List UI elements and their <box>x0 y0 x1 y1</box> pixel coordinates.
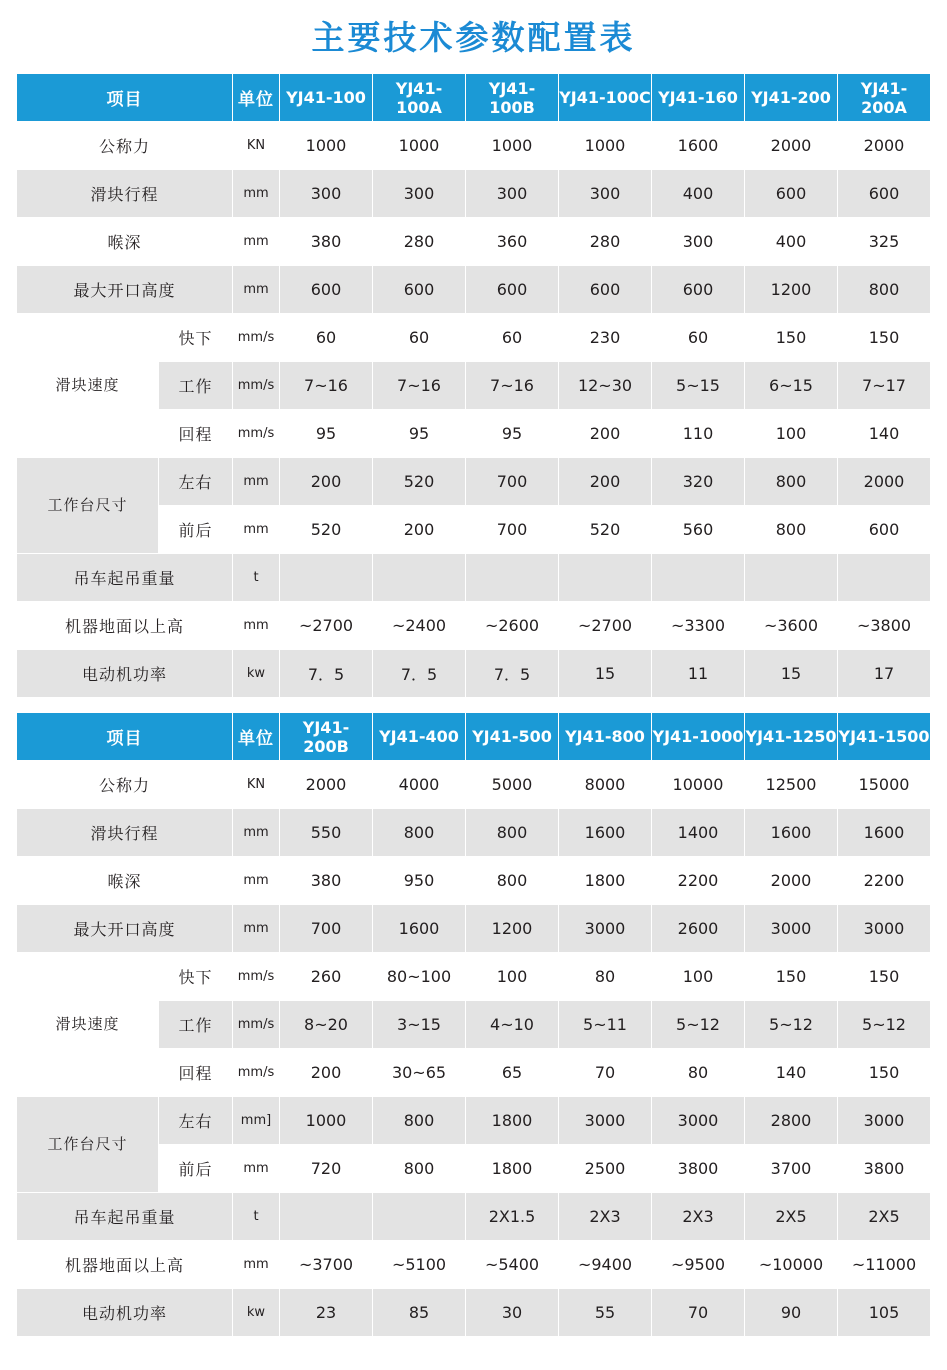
row-unit: mm/s <box>233 410 280 458</box>
cell: 360 <box>466 218 559 266</box>
cell: 325 <box>838 218 931 266</box>
cell: 150 <box>745 314 838 362</box>
cell: 3000 <box>652 1097 745 1145</box>
cell: 1600 <box>559 809 652 857</box>
header-model-1: YJ41-100 <box>280 74 373 122</box>
cell: 5000 <box>466 761 559 809</box>
table-row <box>17 554 931 602</box>
cell: 560 <box>652 506 745 554</box>
row-label: 电动机功率 <box>17 1289 233 1337</box>
cell: 520 <box>559 506 652 554</box>
cell: 100 <box>466 953 559 1001</box>
cell: 800 <box>373 1145 466 1193</box>
cell: 200 <box>280 458 373 506</box>
row-label: 公称力 <box>17 122 233 170</box>
header-model-2: YJ41-400 <box>373 713 466 761</box>
cell: 300 <box>652 218 745 266</box>
cell: 7．5 <box>280 650 373 698</box>
cell: 12500 <box>745 761 838 809</box>
row-unit: KN <box>233 122 280 170</box>
cell: 80~100 <box>373 953 466 1001</box>
cell: 3000 <box>745 905 838 953</box>
cell: 720 <box>280 1145 373 1193</box>
cell: 100 <box>652 953 745 1001</box>
group-label-slider-speed: 滑块速度 <box>17 314 159 458</box>
table-row <box>17 218 931 266</box>
cell: 80 <box>652 1049 745 1097</box>
table-row <box>17 650 931 698</box>
table-row <box>17 170 931 218</box>
table-row <box>17 809 931 857</box>
row-sublabel: 左右 <box>159 1097 233 1145</box>
cell: 700 <box>466 458 559 506</box>
cell: 15000 <box>838 761 931 809</box>
cell: 150 <box>838 1049 931 1097</box>
cell <box>559 554 652 602</box>
cell: 700 <box>280 905 373 953</box>
header-model-7: YJ41-1500 <box>838 713 931 761</box>
cell: 2X5 <box>838 1193 931 1241</box>
cell: 200 <box>559 410 652 458</box>
cell: 2X3 <box>559 1193 652 1241</box>
cell <box>280 1193 373 1241</box>
cell <box>838 554 931 602</box>
table-row <box>17 266 931 314</box>
cell: 600 <box>652 266 745 314</box>
row-sublabel: 回程 <box>159 410 233 458</box>
header-model-3: YJ41-500 <box>466 713 559 761</box>
cell: 600 <box>838 170 931 218</box>
table-row <box>17 761 931 809</box>
cell: ~5400 <box>466 1241 559 1289</box>
cell: 5~15 <box>652 362 745 410</box>
row-sublabel: 工作 <box>159 362 233 410</box>
row-unit: mm <box>233 458 280 506</box>
cell: 110 <box>652 410 745 458</box>
group-label-table-size: 工作台尺寸 <box>17 1097 159 1193</box>
header-model-5: YJ41-160 <box>652 74 745 122</box>
cell: ~2400 <box>373 602 466 650</box>
table-row <box>17 1241 931 1289</box>
cell: 7~16 <box>280 362 373 410</box>
header-model-1: YJ41-200B <box>280 713 373 761</box>
row-label: 吊车起吊重量 <box>17 1193 233 1241</box>
row-unit: mm/s <box>233 314 280 362</box>
cell: 60 <box>280 314 373 362</box>
table-row <box>17 1289 931 1337</box>
cell: 70 <box>652 1289 745 1337</box>
row-unit: mm <box>233 905 280 953</box>
cell: 140 <box>745 1049 838 1097</box>
cell: 1600 <box>838 809 931 857</box>
cell: 6~15 <box>745 362 838 410</box>
cell: 4~10 <box>466 1001 559 1049</box>
cell: 7~16 <box>373 362 466 410</box>
cell: 90 <box>745 1289 838 1337</box>
cell: 2X5 <box>745 1193 838 1241</box>
cell: 60 <box>373 314 466 362</box>
cell: 8~20 <box>280 1001 373 1049</box>
cell: 230 <box>559 314 652 362</box>
cell: 2X3 <box>652 1193 745 1241</box>
cell: 600 <box>466 266 559 314</box>
row-unit: mm] <box>233 1097 280 1145</box>
cell: 150 <box>745 953 838 1001</box>
cell: 7~17 <box>838 362 931 410</box>
cell: 105 <box>838 1289 931 1337</box>
cell: 600 <box>745 170 838 218</box>
cell: 7~16 <box>466 362 559 410</box>
header-unit: 单位 <box>233 713 280 761</box>
cell: 150 <box>838 314 931 362</box>
cell: 300 <box>373 170 466 218</box>
row-sublabel: 工作 <box>159 1001 233 1049</box>
cell: 65 <box>466 1049 559 1097</box>
cell: 11 <box>652 650 745 698</box>
cell: 1000 <box>373 122 466 170</box>
group-label-table-size: 工作台尺寸 <box>17 458 159 554</box>
row-unit: mm/s <box>233 1049 280 1097</box>
row-unit: t <box>233 1193 280 1241</box>
cell: 1000 <box>280 122 373 170</box>
cell: 800 <box>373 809 466 857</box>
cell <box>652 554 745 602</box>
cell: 3800 <box>652 1145 745 1193</box>
cell: 60 <box>652 314 745 362</box>
cell: 12~30 <box>559 362 652 410</box>
spec-table-1 <box>16 73 931 698</box>
cell: ~3700 <box>280 1241 373 1289</box>
table-row <box>17 458 931 506</box>
cell: 23 <box>280 1289 373 1337</box>
row-unit: mm <box>233 506 280 554</box>
cell: 3000 <box>559 1097 652 1145</box>
cell: 800 <box>373 1097 466 1145</box>
cell: 85 <box>373 1289 466 1337</box>
table-row <box>17 857 931 905</box>
cell: 600 <box>280 266 373 314</box>
cell: 3000 <box>838 905 931 953</box>
header-model-3: YJ41-100B <box>466 74 559 122</box>
cell: 1000 <box>559 122 652 170</box>
cell: 60 <box>466 314 559 362</box>
row-label: 滑块行程 <box>17 170 233 218</box>
cell <box>466 554 559 602</box>
cell: 280 <box>373 218 466 266</box>
header-item: 项目 <box>17 713 233 761</box>
table-row <box>17 122 931 170</box>
cell: 1000 <box>466 122 559 170</box>
cell: ~9500 <box>652 1241 745 1289</box>
row-unit: mm/s <box>233 1001 280 1049</box>
cell: ~11000 <box>838 1241 931 1289</box>
cell: 3000 <box>838 1097 931 1145</box>
cell: 2000 <box>280 761 373 809</box>
cell: 70 <box>559 1049 652 1097</box>
cell: 200 <box>280 1049 373 1097</box>
row-unit: mm <box>233 1145 280 1193</box>
cell: ~9400 <box>559 1241 652 1289</box>
cell: 15 <box>745 650 838 698</box>
header-model-7: YJ41-200A <box>838 74 931 122</box>
row-label: 机器地面以上高 <box>17 1241 233 1289</box>
cell: 1600 <box>373 905 466 953</box>
cell: 2500 <box>559 1145 652 1193</box>
cell: 150 <box>838 953 931 1001</box>
row-label: 电动机功率 <box>17 650 233 698</box>
cell: 2200 <box>652 857 745 905</box>
cell: 100 <box>745 410 838 458</box>
cell: 10000 <box>652 761 745 809</box>
cell: 1800 <box>466 1097 559 1145</box>
cell: 95 <box>373 410 466 458</box>
row-sublabel: 左右 <box>159 458 233 506</box>
row-sublabel: 前后 <box>159 1145 233 1193</box>
row-unit: mm/s <box>233 953 280 1001</box>
cell: ~3800 <box>838 602 931 650</box>
cell: 800 <box>466 857 559 905</box>
cell: 400 <box>745 218 838 266</box>
cell: 550 <box>280 809 373 857</box>
spec-table-2 <box>16 712 931 1337</box>
cell: 800 <box>838 266 931 314</box>
cell: 1200 <box>466 905 559 953</box>
header-model-4: YJ41-800 <box>559 713 652 761</box>
cell: 3800 <box>838 1145 931 1193</box>
cell: ~2600 <box>466 602 559 650</box>
cell: 3700 <box>745 1145 838 1193</box>
cell: 1200 <box>745 266 838 314</box>
table-row <box>17 314 931 362</box>
cell: ~2700 <box>280 602 373 650</box>
cell: 1000 <box>280 1097 373 1145</box>
row-unit: mm <box>233 266 280 314</box>
cell: 4000 <box>373 761 466 809</box>
cell: 520 <box>280 506 373 554</box>
header-model-4: YJ41-100C <box>559 74 652 122</box>
cell: 600 <box>559 266 652 314</box>
cell: 260 <box>280 953 373 1001</box>
cell: 200 <box>559 458 652 506</box>
cell: 300 <box>466 170 559 218</box>
cell: 5~11 <box>559 1001 652 1049</box>
table-row <box>17 1097 931 1145</box>
cell: 1400 <box>652 809 745 857</box>
cell: ~10000 <box>745 1241 838 1289</box>
row-unit: mm <box>233 170 280 218</box>
cell: 2800 <box>745 1097 838 1145</box>
cell <box>373 554 466 602</box>
cell: 2000 <box>838 458 931 506</box>
cell: 2000 <box>745 122 838 170</box>
table-header-row <box>17 74 931 122</box>
cell: 1600 <box>652 122 745 170</box>
cell: 380 <box>280 218 373 266</box>
cell: 320 <box>652 458 745 506</box>
cell: 600 <box>373 266 466 314</box>
row-sublabel: 快下 <box>159 953 233 1001</box>
row-label: 喉深 <box>17 857 233 905</box>
cell: 95 <box>280 410 373 458</box>
cell: 3~15 <box>373 1001 466 1049</box>
row-unit: KN <box>233 761 280 809</box>
row-label: 喉深 <box>17 218 233 266</box>
cell: 950 <box>373 857 466 905</box>
row-label: 机器地面以上高 <box>17 602 233 650</box>
cell: 600 <box>838 506 931 554</box>
cell: 520 <box>373 458 466 506</box>
cell: 280 <box>559 218 652 266</box>
row-unit: kw <box>233 650 280 698</box>
row-unit: mm <box>233 857 280 905</box>
cell: 300 <box>559 170 652 218</box>
header-item: 项目 <box>17 74 233 122</box>
cell: ~2700 <box>559 602 652 650</box>
row-unit: mm/s <box>233 362 280 410</box>
cell: 1600 <box>745 809 838 857</box>
cell: 2600 <box>652 905 745 953</box>
cell: 1800 <box>466 1145 559 1193</box>
cell: 30~65 <box>373 1049 466 1097</box>
table-row <box>17 953 931 1001</box>
cell: 15 <box>559 650 652 698</box>
cell: ~3300 <box>652 602 745 650</box>
row-sublabel: 回程 <box>159 1049 233 1097</box>
cell: 300 <box>280 170 373 218</box>
row-unit: mm <box>233 218 280 266</box>
row-label: 滑块行程 <box>17 809 233 857</box>
cell: 5~12 <box>652 1001 745 1049</box>
table-header-row <box>17 713 931 761</box>
cell: 3000 <box>559 905 652 953</box>
cell: 2000 <box>745 857 838 905</box>
cell: 1800 <box>559 857 652 905</box>
cell: 2000 <box>838 122 931 170</box>
cell: 95 <box>466 410 559 458</box>
cell: 5~12 <box>838 1001 931 1049</box>
group-label-slider-speed: 滑块速度 <box>17 953 159 1097</box>
table-row <box>17 905 931 953</box>
cell: 2200 <box>838 857 931 905</box>
cell: 55 <box>559 1289 652 1337</box>
table-row <box>17 1193 931 1241</box>
row-label: 最大开口高度 <box>17 266 233 314</box>
cell: 80 <box>559 953 652 1001</box>
header-unit: 单位 <box>233 74 280 122</box>
header-model-6: YJ41-1250 <box>745 713 838 761</box>
page-title: 主要技术参数配置表 <box>311 18 636 57</box>
cell <box>745 554 838 602</box>
row-unit: mm <box>233 809 280 857</box>
cell: 380 <box>280 857 373 905</box>
cell: 5~12 <box>745 1001 838 1049</box>
header-model-2: YJ41-100A <box>373 74 466 122</box>
row-sublabel: 前后 <box>159 506 233 554</box>
cell: 7．5 <box>466 650 559 698</box>
row-label: 最大开口高度 <box>17 905 233 953</box>
cell: 800 <box>745 458 838 506</box>
row-unit: mm <box>233 1241 280 1289</box>
header-model-6: YJ41-200 <box>745 74 838 122</box>
cell: 800 <box>745 506 838 554</box>
cell: 2X1.5 <box>466 1193 559 1241</box>
cell: ~5100 <box>373 1241 466 1289</box>
header-model-5: YJ41-1000 <box>652 713 745 761</box>
cell: 140 <box>838 410 931 458</box>
cell: 400 <box>652 170 745 218</box>
row-unit: kw <box>233 1289 280 1337</box>
cell: 7．5 <box>373 650 466 698</box>
row-label: 公称力 <box>17 761 233 809</box>
row-sublabel: 快下 <box>159 314 233 362</box>
cell: 30 <box>466 1289 559 1337</box>
cell: 200 <box>373 506 466 554</box>
cell <box>373 1193 466 1241</box>
cell <box>280 554 373 602</box>
table-row <box>17 602 931 650</box>
cell: 8000 <box>559 761 652 809</box>
cell: 800 <box>466 809 559 857</box>
cell: ~3600 <box>745 602 838 650</box>
cell: 700 <box>466 506 559 554</box>
cell: 17 <box>838 650 931 698</box>
row-unit: mm <box>233 602 280 650</box>
row-label: 吊车起吊重量 <box>17 554 233 602</box>
row-unit: t <box>233 554 280 602</box>
